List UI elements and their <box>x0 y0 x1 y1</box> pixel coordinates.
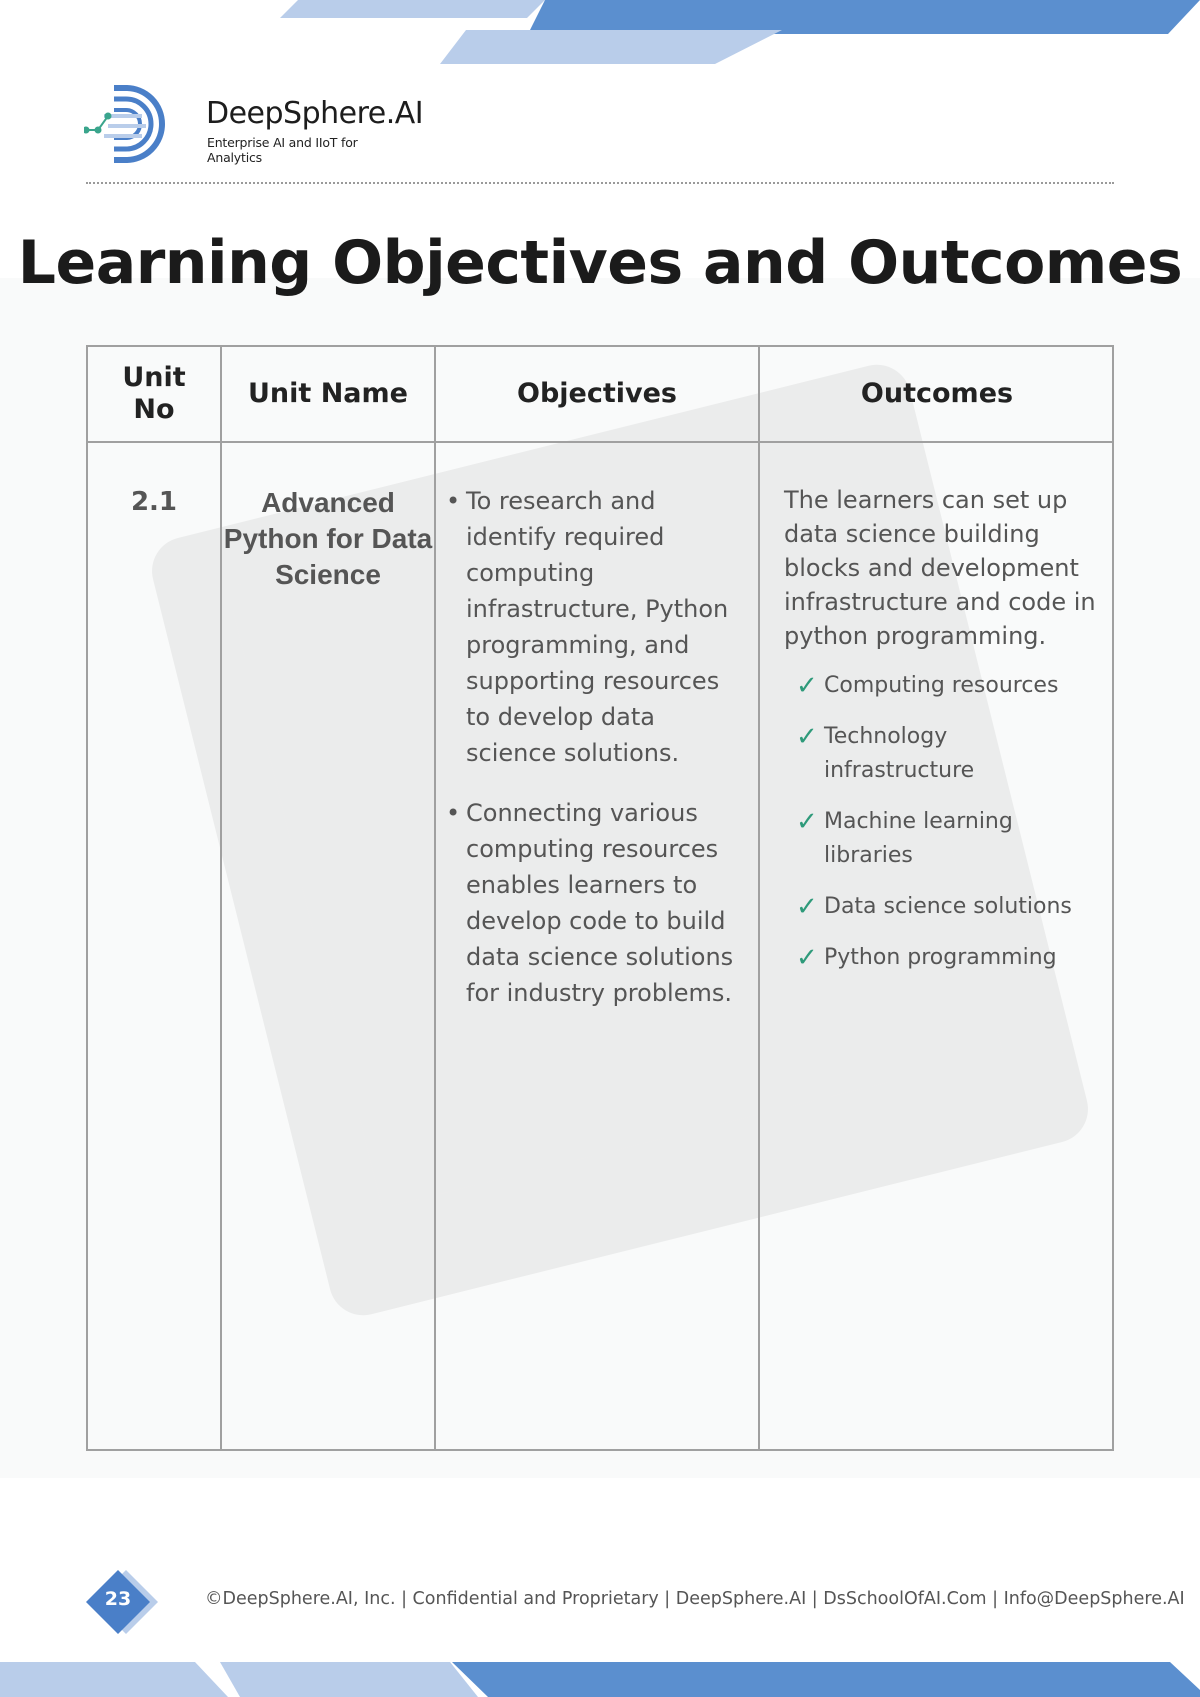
header-unit-no: Unit No <box>122 362 186 425</box>
deepsphere-logo <box>84 84 424 165</box>
header-objectives: Objectives <box>517 378 677 409</box>
top-band-decoration <box>0 0 1200 66</box>
page-title: Learning Objectives and Outcomes <box>17 228 1183 298</box>
objectives-list <box>440 483 740 1035</box>
checkmark-icon: ✓ <box>796 722 818 752</box>
bullet-icon: • <box>446 487 461 515</box>
outcome-item <box>784 669 1104 703</box>
objective-item <box>440 483 740 771</box>
header-outcomes: Outcomes <box>860 378 1014 409</box>
checkmark-icon: ✓ <box>796 892 818 922</box>
column-divider <box>758 347 760 1449</box>
bullet-icon: • <box>446 799 461 827</box>
outcome-text: Machine learning libraries <box>824 809 1013 868</box>
unit-name: Advanced Python for Data Science <box>223 487 433 590</box>
objective-item <box>440 795 740 1011</box>
outcomes-cell <box>784 483 1104 992</box>
outcome-intro: The learners can set up data science building blocks and development infrastructure and code in python programming. <box>784 486 1096 650</box>
column-divider <box>434 347 436 1449</box>
outcome-item <box>784 720 1104 788</box>
unit-number: 2.1 <box>130 487 178 517</box>
brand-name: DeepSphere.AI <box>206 96 424 131</box>
bottom-band-decoration <box>0 1662 1200 1697</box>
objective-text: To research and identify required computing infrastructure, Python programming, and supporting resources to develop data science solutions. <box>466 487 729 767</box>
outcome-text: Technology infrastructure <box>824 724 975 783</box>
brand-tagline: Enterprise AI and IIoT for Analytics <box>207 135 358 165</box>
outcome-checklist <box>784 669 1104 975</box>
outcome-item <box>784 890 1104 924</box>
checkmark-icon: ✓ <box>796 807 818 837</box>
footer-text: ©DeepSphere.AI, Inc. | Confidential and Proprietary | DeepSphere.AI | DsSchoolOfAI.Com | Info@DeepSphere.AI <box>205 1589 1185 1609</box>
checkmark-icon: ✓ <box>796 671 818 701</box>
outcome-text: Python programming <box>824 945 1057 970</box>
header-row-divider <box>88 441 1112 443</box>
deepsphere-logo-icon <box>84 84 204 164</box>
page-number: 23 <box>104 1588 132 1610</box>
objectives-table <box>86 345 1114 1451</box>
outcome-text: Computing resources <box>824 673 1059 698</box>
outcome-item <box>784 941 1104 975</box>
outcome-item <box>784 805 1104 873</box>
outcome-text: Data science solutions <box>824 894 1072 919</box>
header-unit-name: Unit Name <box>248 378 408 409</box>
checkmark-icon: ✓ <box>796 943 818 973</box>
header-divider <box>86 182 1114 184</box>
objective-text: Connecting various computing resources enables learners to develop code to build data science solutions for industry problems. <box>466 799 734 1007</box>
